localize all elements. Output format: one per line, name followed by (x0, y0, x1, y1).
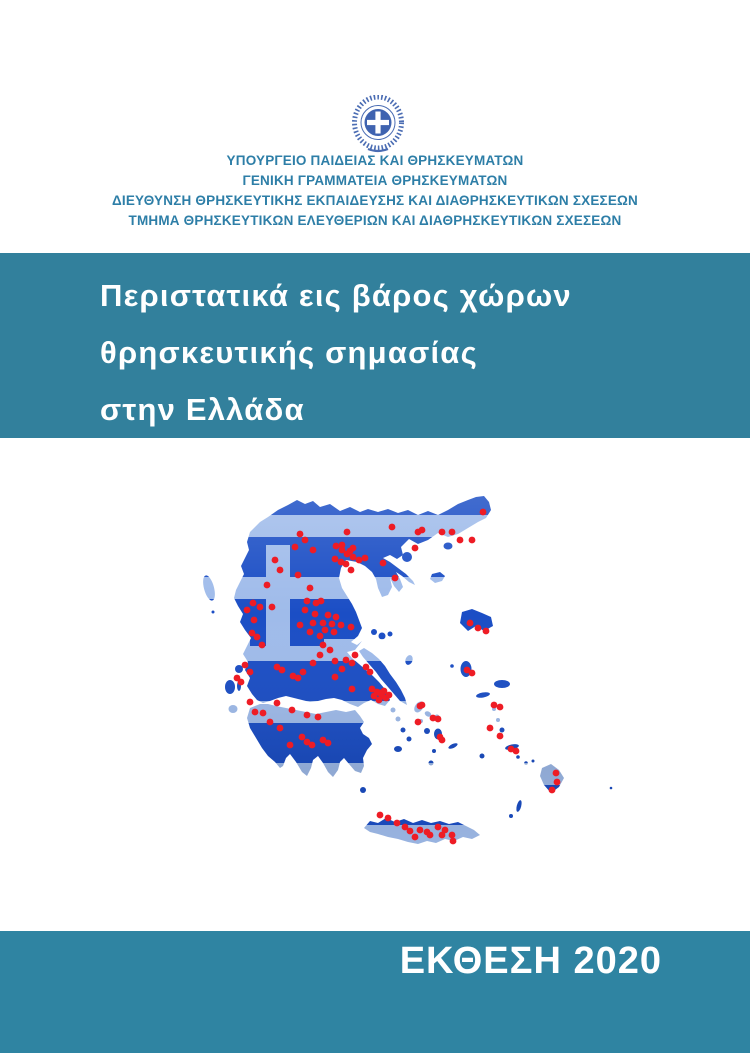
ministry-line-2: ΓΕΝΙΚΗ ΓΡΑΜΜΑΤΕΙΑ ΘΡΗΣΚΕΥΜΑΤΩΝ (242, 173, 508, 188)
greece-incident-map (150, 460, 630, 900)
greece-map-svg (150, 460, 630, 900)
title-line-3: στην Ελλάδα (100, 392, 305, 427)
ministry-line-4: ΤΜΗΜΑ ΘΡΗΣΚΕΥΤΙΚΩΝ ΕΛΕΥΘΕΡΙΩΝ ΚΑΙ ΔΙΑΘΡΗΣΚΕΥΤΙΚΩΝ ΣΧΕΣΕΩΝ (128, 213, 622, 228)
report-year-label: ΕΚΘΕΣΗ 2020 (399, 940, 662, 982)
report-title (100, 267, 572, 438)
ministry-line-1: ΥΠΟΥΡΓΕΙΟ ΠΑΙΔΕΙΑΣ ΚΑΙ ΘΡΗΣΚΕΥΜΑΤΩΝ (226, 153, 524, 168)
title-banner (0, 253, 750, 438)
ministry-line-3: ΔΙΕΥΘΥΝΣΗ ΘΡΗΣΚΕΥΤΙΚΗΣ ΕΚΠΑΙΔΕΥΣΗΣ ΚΑΙ ΔΙΑΘΡΗΣΚΕΥΤΙΚΩΝ ΣΧΕΣΕΩΝ (111, 193, 639, 208)
ministry-header (0, 151, 750, 231)
footer-banner (0, 931, 750, 1053)
title-line-2: θρησκευτικής σημασίας (100, 335, 478, 370)
title-line-1: Περιστατικά εις βάρος χώρων (100, 278, 572, 313)
greek-republic-emblem-icon (351, 95, 405, 153)
